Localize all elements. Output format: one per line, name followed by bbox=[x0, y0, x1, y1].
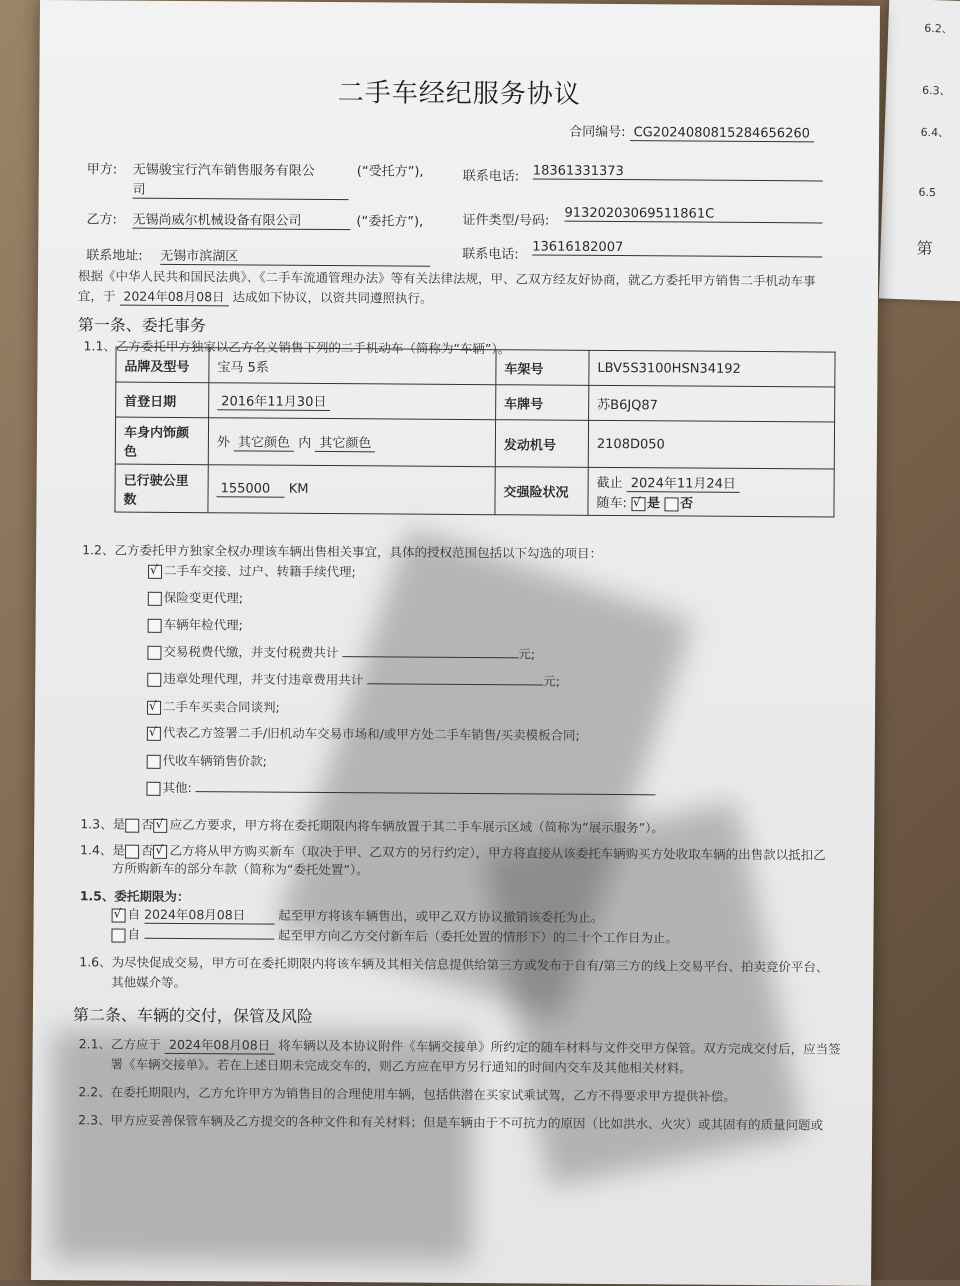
insurance-yes-checkbox[interactable] bbox=[631, 497, 645, 511]
contract-number-label: 合同编号: bbox=[569, 124, 626, 141]
clause-1-6-line-2: 其他媒介等。 bbox=[111, 974, 187, 991]
term-b-checkbox[interactable] bbox=[111, 928, 125, 942]
edge-text-5: 第 bbox=[916, 238, 933, 259]
scope-checkbox-3[interactable] bbox=[148, 618, 162, 632]
scope-checkbox-8[interactable] bbox=[147, 754, 161, 768]
insurance-until: 2024年11月24日 bbox=[627, 472, 740, 493]
clause-2-2: 2.2、在委托期限内，乙方允许甲方为销售目的合理使用车辆，包括供潜在买家试乘试驾，乙方不得要求甲方提供补偿。 bbox=[78, 1084, 736, 1104]
scope-checkbox-5[interactable] bbox=[147, 672, 161, 686]
display-no-checkbox[interactable] bbox=[154, 818, 168, 832]
edge-text-3: 6.4、 bbox=[920, 125, 950, 140]
term-option-a: √自 2024年08月08日 起至甲方将该车辆售出，或甲乙双方协议撤销该委托为止。 bbox=[112, 905, 604, 927]
insurance-cell: 截止 2024年11月24日 随车: √ 是 否 bbox=[588, 467, 834, 517]
other-blank[interactable] bbox=[196, 791, 656, 795]
scope-checkbox-6[interactable] bbox=[147, 700, 161, 714]
address-phone-label: 联系电话: bbox=[462, 246, 519, 263]
color-label: 车身内饰颜色 bbox=[115, 417, 208, 465]
adjacent-page bbox=[879, 0, 960, 301]
clause-2-1: 2.1、乙方应于 2024年08月08日 将车辆以及本协议附件《车辆交接单》所约定的随车材料与文件交甲方保管。双方完成交付后，应当签 bbox=[78, 1036, 841, 1057]
party-a-phone-label: 联系电话: bbox=[462, 168, 520, 185]
scope-checkbox-1[interactable] bbox=[148, 564, 162, 578]
term-a-date: 2024年08月08日 bbox=[144, 905, 274, 925]
clause-1-3: 1.3、是 否√ 应乙方要求，甲方将在委托期限内将车辆放置于其二手车展示区域（简称为“展示服务”）。 bbox=[80, 814, 664, 836]
edge-text-1: 6.2、 bbox=[924, 21, 953, 36]
term-a-checkbox[interactable] bbox=[112, 908, 126, 922]
vin-value: LBV5S3100HSN34192 bbox=[589, 350, 835, 387]
scope-checkbox-4[interactable] bbox=[147, 645, 161, 659]
clause-1-5-title: 1.5、委托期限为： bbox=[79, 888, 190, 905]
edge-text-2: 6.3、 bbox=[921, 83, 951, 98]
party-a-name-2: 司 bbox=[133, 179, 349, 201]
party-b-label: 乙方: bbox=[86, 212, 117, 228]
clause-2-3: 2.3、甲方应妥善保管车辆及乙方提交的各种文件和有关材料；但是车辆由于不可抗力的原因（比如洪水、火灾）或其固有的质量问题或 bbox=[78, 1112, 824, 1133]
clause-2-1-line-2: 署《车辆交接单》。若在上述日期未完成交车的，则乙方应在甲方另行通知的时间内交车及其他相关材料。 bbox=[110, 1056, 692, 1076]
scope-item-1: √二手车交接、过户、转籍手续代理; bbox=[148, 561, 356, 580]
plate-label: 车牌号 bbox=[496, 385, 589, 421]
scope-checkbox-2[interactable] bbox=[148, 591, 162, 605]
clause-1-1: 1.1、乙方委托甲方独家以乙方名义销售下列的二手机动车（简称为“车辆”）。 bbox=[83, 338, 511, 357]
edge-text-4: 6.5 bbox=[918, 185, 937, 200]
color-value: 外 其它颜色 内 其它颜色 bbox=[208, 418, 495, 467]
mileage-cell bbox=[208, 465, 495, 515]
mileage-label: 已行驶公里数 bbox=[115, 464, 208, 513]
intro-line-2: 宜，于 2024年08月08日 达成如下协议，以资共同遵照执行。 bbox=[77, 288, 433, 306]
party-b-name: 无锡尚威尔机械设备有限公司 bbox=[132, 209, 350, 231]
party-a-name-1: 无锡骏宝行汽车销售服务有限公 bbox=[132, 162, 315, 179]
address-phone: 13616182007 bbox=[532, 239, 822, 257]
scope-checkbox-9[interactable] bbox=[146, 781, 160, 795]
scope-item-8: 代收车辆销售价款; bbox=[147, 751, 267, 770]
newcar-yes-checkbox[interactable] bbox=[125, 844, 139, 858]
scope-item-6: √二手车买卖合同谈判; bbox=[147, 697, 280, 716]
scope-checkbox-7[interactable] bbox=[147, 726, 161, 740]
mileage-value: 155000 bbox=[217, 481, 285, 497]
newcar-no-checkbox[interactable] bbox=[153, 844, 167, 858]
party-b-id: 91320203069511861C bbox=[564, 206, 822, 224]
intro-date: 2024年08月08日 bbox=[119, 287, 228, 307]
vin-label: 车架号 bbox=[496, 350, 589, 386]
delivery-date: 2024年08月08日 bbox=[165, 1035, 274, 1055]
brand-label: 品牌及型号 bbox=[116, 347, 209, 383]
party-b-id-label: 证件类型/号码: bbox=[462, 212, 550, 229]
mileage-unit: KM bbox=[288, 481, 309, 497]
reg-date-label: 首登日期 bbox=[116, 382, 209, 418]
term-b-date-blank[interactable] bbox=[144, 938, 274, 940]
engine-label: 发动机号 bbox=[495, 420, 588, 468]
party-b-role: (“委托方”), bbox=[356, 214, 424, 230]
address-label: 联系地址: bbox=[86, 248, 143, 264]
party-a-label: 甲方: bbox=[86, 162, 118, 178]
clause-1-2: 1.2、乙方委托甲方独家全权办理该车辆出售相关事宜，具体的授权范围包括以下勾选的项目： bbox=[82, 542, 603, 561]
address-value: 无锡市滨湖区 bbox=[160, 245, 430, 267]
exterior-color: 其它颜色 bbox=[234, 431, 294, 451]
engine-value: 2108D050 bbox=[588, 420, 834, 469]
scope-item-5: 违章处理代理，并支付违章费用共计 元; bbox=[147, 669, 560, 690]
contract-number-value: CG2024080815284656260 bbox=[630, 125, 814, 142]
party-a-role: (“受托方”), bbox=[356, 164, 424, 180]
scope-item-4: 交易税费代缴，并支付税费共计 元; bbox=[147, 642, 535, 663]
insurance-no-checkbox[interactable] bbox=[664, 497, 678, 511]
scope-item-7: √代表乙方签署二手/旧机动车交易市场和/或甲方处二手车销售/买卖模板合同; bbox=[147, 723, 580, 744]
vehicle-info-table bbox=[114, 347, 835, 518]
clause-1-6-line-1: 1.6、为尽快促成交易，甲方可在委托期限内将该车辆及其相关信息提供给第三方或发布于自有/第三方的线上交易平台、拍卖竞价平台、 bbox=[79, 954, 829, 975]
brand-value: 宝马 5系 bbox=[209, 348, 496, 385]
display-yes-checkbox[interactable] bbox=[125, 818, 139, 832]
contract-page bbox=[31, 0, 880, 1286]
violation-amount-blank[interactable] bbox=[367, 683, 543, 685]
tax-amount-blank[interactable] bbox=[342, 656, 518, 658]
clause-1-4: 1.4、是 否√ 乙方将从甲方购买新车（取决于甲、乙双方的另行约定），甲方将直接从该委托车辆购买方处收取车辆的出售款以抵扣乙 bbox=[80, 840, 826, 863]
party-a-phone: 18361331373 bbox=[533, 163, 823, 181]
section-1-title: 第一条、委托事务 bbox=[77, 315, 206, 336]
intro-line-1: 根据《中华人民共和国民法典》、《二手车流通管理办法》等有关法律法规，甲、乙双方经友好协商，就乙方委托甲方销售二手机动车事 bbox=[78, 268, 816, 289]
reg-date-value: 2016年11月30日 bbox=[217, 390, 330, 411]
scope-item-2: 保险变更代理; bbox=[148, 588, 243, 607]
plate-value: 苏B6JQ87 bbox=[589, 385, 835, 422]
insurance-label: 交强险状况 bbox=[495, 467, 588, 516]
contract-number bbox=[569, 121, 814, 143]
section-2-title: 第二条、车辆的交付，保管及风险 bbox=[72, 1005, 313, 1026]
scope-item-9: 其他: bbox=[146, 778, 655, 800]
scope-item-3: 车辆年检代理; bbox=[148, 615, 243, 634]
document-title: 二手车经纪服务协议 bbox=[337, 78, 581, 110]
interior-color: 其它颜色 bbox=[315, 432, 375, 452]
clause-1-4-line-2: 方所购新车的部分车款（简称为“委托处置”）。 bbox=[111, 860, 369, 878]
term-option-b: 自 起至甲方向乙方交付新车后（委托处置的情形下）的二十个工作日为止。 bbox=[111, 925, 678, 947]
